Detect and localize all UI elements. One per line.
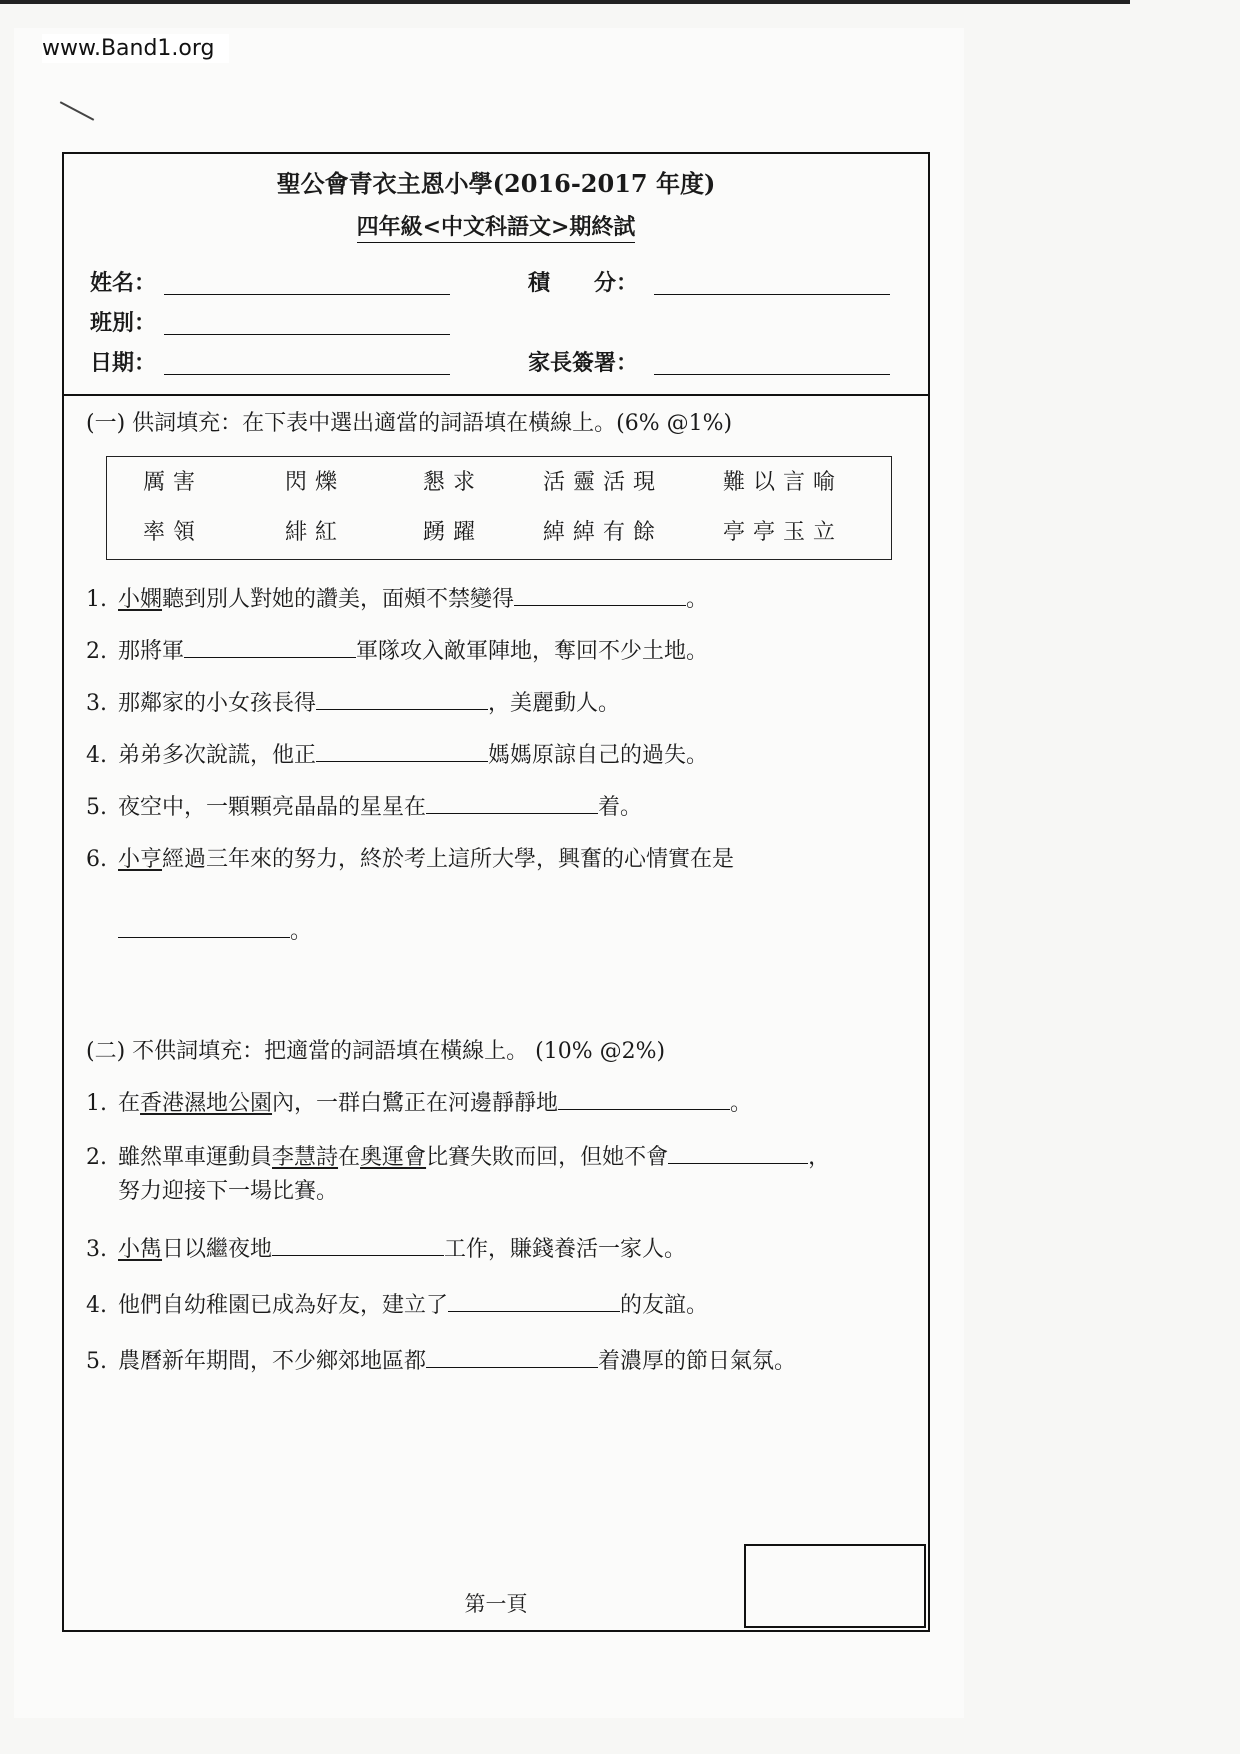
word-bank-item: 懇求 [423,470,484,495]
name-label: 姓名： [90,270,157,296]
s1-question-3: 3. 那鄰家的小女孩長得 ，美麗動人。 [86,691,621,716]
s1-question-2: 2. 那將軍 軍隊攻入敵軍陣地，奪回不少土地。 [86,639,709,664]
s2-question-3: 3. 小雋日以繼夜地 工作，賺錢養活一家人。 [86,1237,687,1262]
answer-blank[interactable] [668,1162,808,1164]
word-bank-item: 活靈活現 [543,470,664,495]
word-bank-item: 亭亭玉立 [723,520,844,545]
word-bank-item: 踴躍 [423,520,484,545]
answer-blank[interactable] [316,760,488,762]
word-bank-item: 綽綽有餘 [543,520,664,545]
answer-blank[interactable] [558,1108,730,1110]
exam-page [62,152,930,1632]
school-title: 聖公會青衣主恩小學(2016-2017 年度) [276,169,716,198]
s1-question-6: 6. 小亨經過三年來的努力，終於考上這所大學，興奮的心情實在是 [86,847,735,872]
answer-blank[interactable] [272,1254,444,1256]
word-bank-item: 難以言喻 [723,470,844,495]
s2-question-2: 2. 雖然單車運動員李慧詩在奧運會比賽失敗而回，但她不會 ， [86,1145,831,1170]
s2-question-4: 4. 他們自幼稚園已成為好友，建立了 的友誼。 [86,1293,709,1318]
header-divider [64,394,928,396]
score-label: 積 分： [528,270,639,296]
word-bank [106,456,892,560]
page-number: 第一頁 [464,1592,528,1616]
s1-question-6-answer-line: 。 [118,914,312,945]
answer-blank[interactable] [118,936,290,938]
answer-blank[interactable] [514,604,686,606]
answer-blank[interactable] [448,1310,620,1312]
answer-blank[interactable] [184,656,356,658]
s2-question-2-line2: 努力迎接下一場比賽。 [118,1179,339,1204]
answer-blank[interactable] [426,1366,598,1368]
sign-field[interactable] [654,374,890,375]
s1-question-5: 5. 夜空中，一顆顆亮晶晶的星星在 着。 [86,795,643,820]
section1-title: (一) 供詞填充：在下表中選出適當的詞語填在橫線上。(6% @1%) [86,411,733,436]
answer-blank[interactable] [316,708,488,710]
watermark: www.Band1.org [42,34,229,63]
s2-question-5: 5. 農曆新年期間，不少鄉郊地區都 着濃厚的節日氣氛。 [86,1349,797,1374]
answer-blank[interactable] [426,812,598,814]
s1-question-4: 4. 弟弟多次說謊，他正 媽媽原諒自己的過失。 [86,743,709,768]
s1-question-1: 1. 小嫻聽到別人對她的讚美，面頰不禁變得 。 [86,587,709,612]
section2-title: (二) 不供詞填充：把適當的詞語填在橫線上。 (10% @2%) [86,1039,666,1064]
word-bank-item: 率領 [143,520,204,545]
word-bank-item: 閃爍 [285,470,346,495]
class-label: 班別： [90,310,157,336]
word-bank-item: 厲害 [143,470,204,495]
date-field[interactable] [164,374,450,375]
date-label: 日期： [90,350,157,376]
name-field[interactable] [164,294,450,295]
sign-label: 家長簽署： [528,350,639,376]
scan-top-edge [0,0,1130,4]
s2-question-1: 1. 在香港濕地公園內，一群白鷺正在河邊靜靜地 。 [86,1091,753,1116]
word-bank-item: 緋紅 [285,520,346,545]
exam-title: 四年級<中文科語文>期終試 [64,210,928,241]
score-field[interactable] [654,294,890,295]
class-field[interactable] [164,334,450,335]
